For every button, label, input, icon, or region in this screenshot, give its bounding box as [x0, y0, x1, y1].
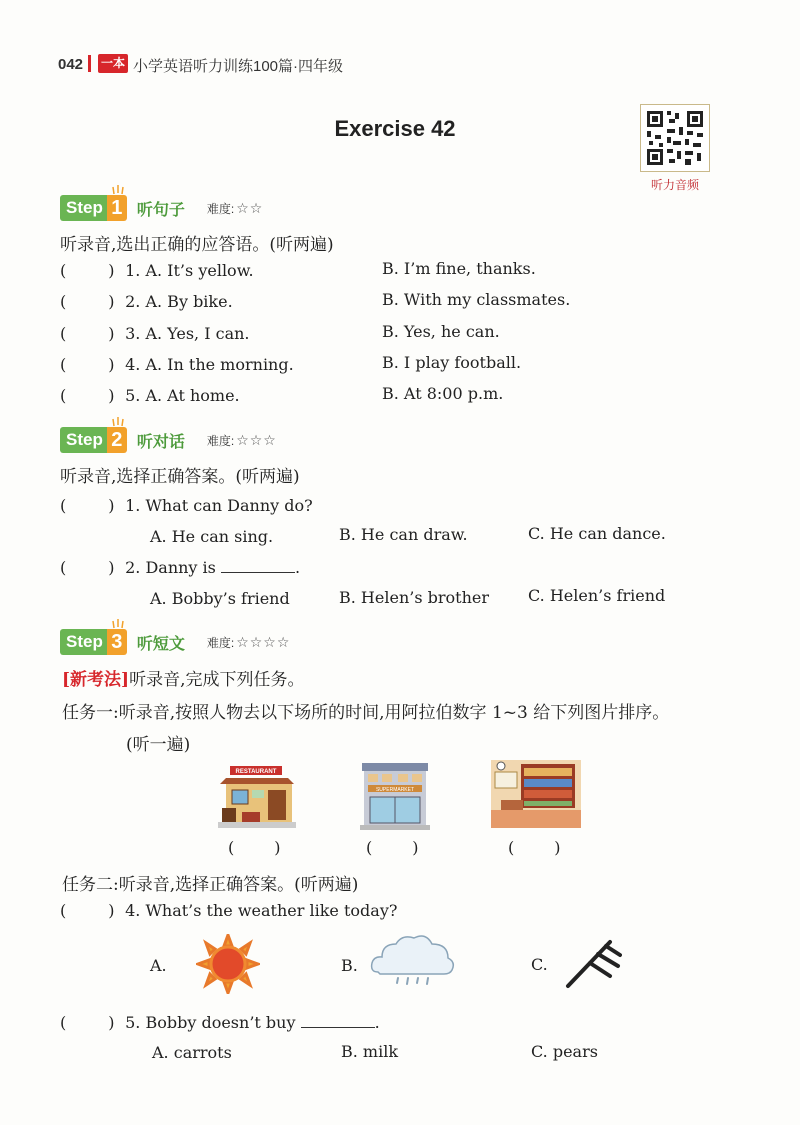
supermarket-picture: [360, 761, 430, 831]
list-item: ( ) 5. A. At home.: [60, 386, 240, 405]
fill-blank[interactable]: [301, 1013, 375, 1028]
sun-icon: [196, 934, 260, 994]
step-label: Step: [60, 195, 107, 221]
list-item: ( ) 3. A. Yes, I can.: [60, 324, 250, 343]
step-label: Step: [60, 629, 107, 655]
step-number: 3: [107, 629, 127, 655]
option-a: A. At home.: [145, 386, 240, 405]
answer-blank[interactable]: ( ): [60, 292, 115, 311]
option-b: B. milk: [341, 1042, 399, 1061]
difficulty-stars: ☆☆: [236, 199, 264, 216]
option-a: A.: [150, 956, 167, 975]
difficulty-stars: ☆☆☆☆: [236, 633, 291, 650]
list-item: ( ) 4. What’s the weather like today?: [60, 901, 398, 920]
option-a: A. Bobby’s friend: [150, 589, 290, 608]
option-a: A. In the morning.: [145, 355, 294, 374]
difficulty-label: 难度:: [206, 201, 235, 216]
option-b: B. At 8:00 p.m.: [382, 384, 504, 403]
option-c: C.: [531, 955, 548, 974]
step-2-instruction: 听录音,选择正确答案。(听两遍): [60, 467, 300, 487]
task-1-note: (听一遍): [126, 735, 191, 755]
option-c: C. pears: [531, 1042, 598, 1061]
answer-blank[interactable]: ( ): [60, 558, 115, 577]
header-divider: [88, 55, 91, 72]
option-b: B. Helen’s brother: [339, 588, 489, 607]
brand-logo: 一本: [98, 54, 128, 73]
list-item: ( ) 1. What can Danny do?: [60, 496, 313, 515]
fill-blank[interactable]: [221, 558, 295, 573]
option-c: C. Helen’s friend: [528, 586, 666, 605]
option-a: A. carrots: [152, 1043, 232, 1062]
sparkle-icon: [112, 185, 124, 195]
answer-blank[interactable]: ( ): [60, 261, 115, 280]
option-a: A. It’s yellow.: [145, 261, 254, 280]
answer-blank[interactable]: ( ): [508, 838, 561, 857]
answer-blank[interactable]: ( ): [366, 838, 419, 857]
step-number: 1: [107, 195, 127, 221]
svg-text:RESTAURANT: RESTAURANT: [235, 769, 277, 775]
difficulty-label: 难度:: [206, 433, 235, 448]
question-text: What can Danny do?: [145, 496, 313, 515]
step-3-header: [60, 628, 290, 656]
question-text: Bobby doesn’t buy: [145, 1013, 296, 1032]
sparkle-icon: [112, 417, 124, 427]
option-b: B.: [341, 956, 358, 975]
step-1-instruction: 听录音,选出正确的应答语。(听两遍): [60, 235, 334, 255]
exercise-title: Exercise 42: [334, 116, 456, 141]
list-item: ( ) 5. Bobby doesn’t buy .: [60, 1013, 380, 1032]
step-2-header: [60, 426, 277, 454]
option-c: C. He can dance.: [528, 524, 666, 543]
task-1-instruction: 任务一:听录音,按照人物去以下场所的时间,用阿拉伯数字 1~3 给下列图片排序。: [62, 703, 670, 723]
answer-blank[interactable]: ( ): [60, 386, 115, 405]
list-item: ( ) 2. A. By bike.: [60, 292, 233, 311]
library-picture: [491, 760, 581, 828]
option-a: A. He can sing.: [150, 527, 274, 546]
step-number: 2: [107, 427, 127, 453]
option-b: B. Yes, he can.: [382, 322, 500, 341]
task-2-instruction: 任务二:听录音,选择正确答案。(听两遍): [62, 875, 359, 895]
qr-code-icon: [641, 105, 709, 171]
step-3-instruction: [新考法]听录音,完成下列任务。: [62, 670, 305, 690]
rain-cloud-icon: [368, 932, 456, 992]
list-item: ( ) 1. A. It’s yellow.: [60, 261, 254, 280]
page-number: 042: [58, 56, 84, 73]
answer-blank[interactable]: ( ): [60, 901, 115, 920]
difficulty-label: 难度:: [206, 635, 235, 650]
step-name: 听句子: [136, 201, 185, 219]
question-text: Danny is: [145, 558, 216, 577]
answer-blank[interactable]: ( ): [60, 355, 115, 374]
answer-blank[interactable]: ( ): [228, 838, 281, 857]
svg-text:SUPERMARKET: SUPERMARKET: [375, 787, 415, 793]
option-a: A. By bike.: [145, 292, 233, 311]
option-b: B. I play football.: [382, 353, 522, 372]
option-a: A. Yes, I can.: [145, 324, 250, 343]
question-text: What’s the weather like today?: [145, 901, 398, 920]
restaurant-picture: [216, 764, 298, 830]
new-question-type-tag: [新考法]: [62, 670, 130, 690]
list-item: ( ) 4. A. In the morning.: [60, 355, 294, 374]
answer-blank[interactable]: ( ): [60, 1013, 115, 1032]
step-name: 听短文: [136, 635, 185, 653]
sparkle-icon: [112, 619, 124, 629]
qr-code[interactable]: [640, 104, 710, 172]
option-b: B. With my classmates.: [382, 290, 571, 309]
step-label: Step: [60, 427, 107, 453]
answer-blank[interactable]: ( ): [60, 324, 115, 343]
difficulty-stars: ☆☆☆: [236, 431, 277, 448]
step-name: 听对话: [136, 433, 185, 451]
qr-caption: 听力音频: [650, 178, 699, 192]
option-b: B. He can draw.: [339, 525, 468, 544]
answer-blank[interactable]: ( ): [60, 496, 115, 515]
book-series-title: 小学英语听力训练100篇·四年级: [133, 58, 344, 75]
list-item: ( ) 2. Danny is .: [60, 558, 301, 577]
step-1-header: [60, 194, 263, 222]
option-b: B. I’m fine, thanks.: [382, 259, 536, 278]
wind-icon: [560, 938, 622, 990]
